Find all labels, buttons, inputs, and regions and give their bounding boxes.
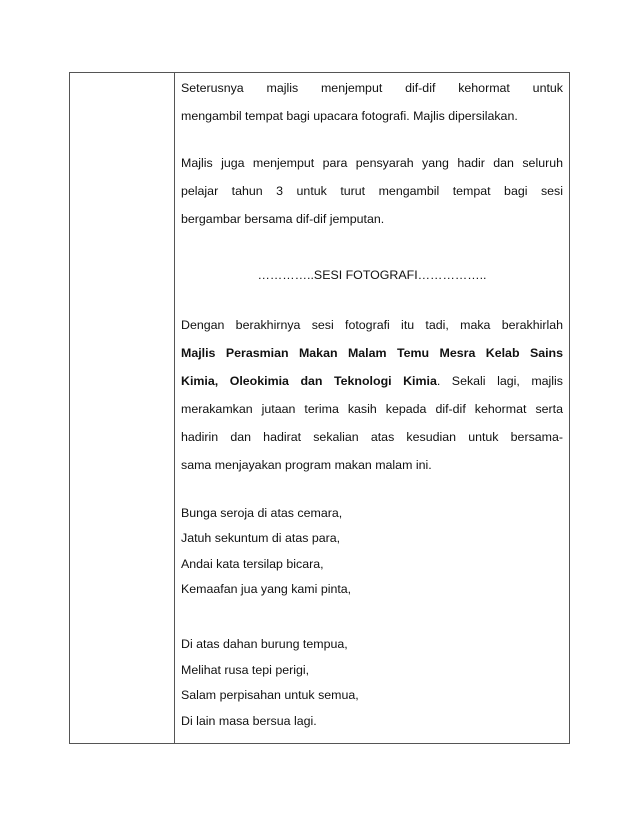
paragraph-line: Seterusnya majlis menjemput dif-dif kehormat untuk xyxy=(181,81,563,95)
section-marker: …………..SESI FOTOGRAFI…………….. xyxy=(257,268,487,282)
paragraph-line: hadirin dan hadirat sekalian atas kesudian untuk bersama- xyxy=(181,430,563,444)
paragraph-line: bergambar bersama dif-dif jemputan. xyxy=(181,212,385,226)
pantun-line: Di lain masa bersua lagi. xyxy=(181,714,317,728)
paragraph-closing xyxy=(181,311,563,479)
paragraph-line: merakamkan jutaan terima kasih kepada dif-dif kehormat serta xyxy=(181,402,563,416)
paragraph-line: sama menjayakan program makan malam ini. xyxy=(181,458,432,472)
pantun-line: Jatuh sekuntum di atas para, xyxy=(181,531,341,545)
pantun-line: Bunga seroja di atas cemara, xyxy=(181,506,343,520)
sentence-continuation: . Sekali lagi, majlis xyxy=(436,374,563,388)
event-name: Kimia, Oleokimia dan Teknologi Kimia xyxy=(181,374,437,388)
paragraph-line: Dengan berakhirnya sesi fotografi itu tadi, maka berakhirlah xyxy=(181,318,563,332)
pantun-line: Andai kata tersilap bicara, xyxy=(181,557,324,571)
pantun-line: Melihat rusa tepi perigi, xyxy=(181,663,310,677)
pantun-line: Di atas dahan burung tempua, xyxy=(181,637,348,651)
paragraph-line: mengambil tempat bagi upacara fotografi. Majlis dipersilakan. xyxy=(181,109,518,123)
paragraph-line: pelajar tahun 3 untuk turut mengambil tempat bagi sesi xyxy=(181,184,563,198)
event-name: Majlis Perasmian Makan Malam Temu Mesra Kelab Sains xyxy=(181,346,563,360)
paragraph-line: Majlis juga menjemput para pensyarah yang hadir dan seluruh xyxy=(181,156,563,170)
paragraph-invitation xyxy=(181,74,563,130)
pantun-line: Salam perpisahan untuk semua, xyxy=(181,688,359,702)
column-divider xyxy=(174,73,175,743)
script-table xyxy=(69,72,570,744)
paragraph-line xyxy=(181,367,563,395)
paragraph-lecturers xyxy=(181,149,563,233)
pantun-line: Kemaafan jua yang kami pinta, xyxy=(181,582,352,596)
